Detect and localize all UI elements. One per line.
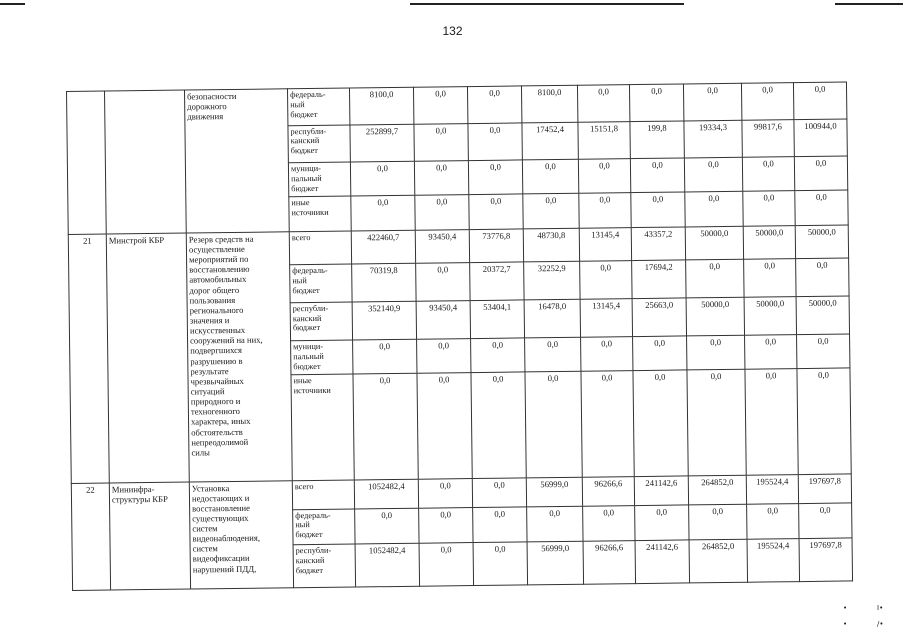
amount-cell: 70319,8	[352, 264, 416, 302]
amount-cell: 0,0	[797, 334, 850, 368]
amount-cell: 241142,6	[634, 475, 688, 505]
amount-cell: 0,0	[419, 507, 473, 543]
amount-cell: 8100,0	[521, 85, 577, 122]
amount-cell: 0,0	[793, 82, 846, 119]
amount-cell: 0,0	[355, 508, 419, 544]
amount-cell: 0,0	[745, 369, 798, 475]
amount-cell: 0,0	[684, 157, 742, 192]
funding-source-cell: республи- канский бюджет	[293, 544, 356, 588]
measure-cell: Установка недостающих и восстановление существующих систем видеонаблюдения, систем видеофиксации нарушений ПДД,	[189, 480, 293, 589]
amount-cell: 50000,0	[795, 225, 848, 259]
amount-cell: 0,0	[351, 196, 415, 231]
amount-cell: 0,0	[353, 340, 417, 375]
amount-cell: 73776,8	[469, 229, 523, 263]
amount-cell: 0,0	[353, 373, 418, 479]
amount-cell: 0,0	[414, 123, 468, 161]
amount-cell: 0,0	[745, 335, 797, 369]
amount-cell: 8100,0	[349, 87, 413, 124]
funding-source-cell: всего	[292, 480, 354, 510]
page-number: 132	[442, 24, 463, 38]
amount-cell: 352140,9	[352, 301, 416, 340]
amount-cell: 0,0	[418, 478, 472, 508]
amount-cell: 96266,6	[582, 476, 634, 506]
funding-source-cell: республи- канский бюджет	[288, 125, 350, 163]
amount-cell: 0,0	[631, 192, 685, 227]
amount-cell: 48730,8	[523, 228, 579, 262]
amount-cell: 0,0	[744, 259, 796, 297]
executor-cell	[105, 90, 187, 234]
amount-cell: 0,0	[583, 505, 635, 541]
amount-cell: 0,0	[796, 258, 849, 296]
amount-cell: 15151,8	[578, 121, 630, 159]
amount-cell: 13145,4	[580, 298, 632, 337]
amount-cell: 43357,2	[631, 227, 685, 261]
amount-cell: 100944,0	[794, 118, 847, 156]
amount-cell: 0,0	[414, 161, 468, 196]
row-number-cell	[67, 91, 107, 234]
amount-cell: 17452,4	[522, 122, 578, 160]
amount-cell: 13145,4	[579, 227, 631, 261]
amount-cell: 50000,0	[796, 296, 849, 335]
amount-cell: 25663,0	[632, 298, 686, 337]
amount-cell: 17694,2	[632, 260, 686, 298]
amount-cell: 0,0	[685, 192, 743, 227]
amount-cell: 1052482,4	[355, 543, 420, 587]
executor-cell: Мининфра- структуры КБР	[109, 482, 190, 590]
amount-cell: 197697,8	[798, 473, 851, 503]
amount-cell: 93450,4	[415, 229, 469, 263]
amount-cell: 264852,0	[688, 475, 746, 505]
amount-cell: 195524,4	[746, 474, 798, 504]
amount-cell: 20372,7	[470, 262, 524, 300]
amount-cell: 0,0	[471, 372, 526, 478]
funding-source-cell: федераль- ный бюджет	[290, 264, 352, 302]
amount-cell: 0,0	[633, 370, 688, 476]
funding-source-cell: муници- пальный бюджет	[291, 340, 353, 374]
funding-source-cell: федераль- ный бюджет	[293, 509, 355, 545]
amount-cell: 50000,0	[686, 297, 744, 336]
corner-mark: /•	[877, 620, 884, 628]
amount-cell: 0,0	[630, 158, 684, 193]
amount-cell: 0,0	[416, 263, 470, 301]
funding-source-cell: республи- канский бюджет	[290, 302, 352, 341]
amount-cell: 0,0	[473, 542, 528, 586]
row-number-cell: 22	[71, 483, 110, 591]
amount-cell: 99817,6	[742, 119, 794, 157]
amount-cell: 0,0	[580, 261, 632, 299]
amount-cell: 0,0	[687, 336, 745, 370]
amount-cell: 0,0	[635, 505, 689, 541]
budget-table	[66, 81, 853, 591]
amount-cell: 0,0	[525, 371, 582, 477]
row-number-cell: 21	[68, 234, 109, 483]
amount-cell: 0,0	[468, 160, 522, 195]
amount-cell: 197697,8	[799, 538, 853, 581]
amount-cell: 96266,6	[583, 541, 636, 584]
corner-mark: •	[843, 604, 848, 612]
amount-cell: 0,0	[413, 87, 467, 124]
amount-cell: 0,0	[471, 338, 525, 372]
amount-cell: 0,0	[469, 194, 523, 229]
amount-cell: 16478,0	[524, 299, 580, 338]
amount-cell: 32252,9	[524, 262, 580, 300]
top-rule-left	[0, 3, 25, 5]
amount-cell: 0,0	[468, 122, 522, 160]
corner-mark: •	[843, 620, 848, 628]
amount-cell: 1052482,4	[354, 479, 418, 509]
amount-cell: 0,0	[579, 193, 631, 228]
amount-cell: 0,0	[797, 368, 851, 474]
amount-cell: 264852,0	[689, 539, 748, 583]
amount-cell: 0,0	[417, 373, 472, 479]
amount-cell: 0,0	[577, 85, 629, 122]
amount-cell: 0,0	[742, 157, 794, 192]
amount-cell: 0,0	[687, 369, 746, 475]
measure-cell: безопасности дорожного движения	[184, 89, 289, 233]
amount-cell: 53404,1	[470, 300, 524, 339]
amount-cell: 56999,0	[527, 541, 584, 585]
amount-cell: 422460,7	[351, 230, 415, 264]
top-rule-right	[835, 3, 903, 5]
amount-cell: 0,0	[686, 259, 744, 297]
executor-cell: Минстрой КБР	[106, 233, 189, 483]
measure-cell: Резерв средств на осуществление мероприятий по восстановлению автомобильных дорог общего пользования регионального значения и искусственных сооружений на них, подвергшихся разрушению в результате чрезвычайных ситуаций природного и техногенного характера, иных обстоятельств непреодолимой силы	[186, 232, 292, 482]
amount-cell: 0,0	[581, 371, 634, 477]
amount-cell: 0,0	[350, 161, 414, 196]
amount-cell: 0,0	[741, 83, 793, 120]
amount-cell: 19334,3	[684, 120, 742, 158]
amount-cell: 50000,0	[743, 225, 795, 259]
amount-cell: 50000,0	[685, 226, 743, 260]
funding-source-cell: федераль- ный бюджет	[287, 88, 349, 125]
amount-cell: 0,0	[523, 194, 579, 229]
amount-cell: 0,0	[629, 84, 683, 121]
funding-source-cell: иные источники	[291, 374, 354, 480]
amount-cell: 0,0	[522, 159, 578, 194]
amount-cell: 0,0	[794, 156, 847, 191]
amount-cell: 0,0	[578, 159, 630, 194]
funding-source-cell: муници- пальный бюджет	[288, 162, 350, 197]
amount-cell: 50000,0	[744, 296, 796, 335]
amount-cell: 0,0	[795, 190, 848, 225]
amount-cell: 0,0	[473, 507, 527, 543]
funding-source-cell: всего	[289, 231, 351, 265]
amount-cell: 0,0	[683, 83, 741, 120]
amount-cell: 93450,4	[416, 300, 470, 339]
corner-mark: I•	[877, 604, 884, 612]
amount-cell: 0,0	[417, 339, 471, 373]
amount-cell: 195524,4	[747, 539, 800, 582]
amount-cell: 0,0	[467, 86, 521, 123]
amount-cell: 252899,7	[350, 124, 414, 162]
amount-cell: 0,0	[415, 195, 469, 230]
funding-source-cell: иные источники	[289, 196, 351, 231]
amount-cell: 0,0	[527, 506, 583, 542]
amount-cell: 241142,6	[635, 540, 690, 584]
amount-cell: 0,0	[747, 503, 799, 539]
amount-cell: 56999,0	[526, 477, 582, 507]
amount-cell: 0,0	[799, 503, 852, 539]
top-rule-center	[410, 3, 684, 5]
amount-cell: 0,0	[633, 336, 687, 370]
amount-cell: 199,8	[630, 120, 684, 158]
amount-cell: 0,0	[525, 338, 581, 372]
amount-cell: 0,0	[743, 191, 795, 226]
amount-cell: 0,0	[472, 477, 526, 507]
amount-cell: 0,0	[419, 543, 474, 587]
amount-cell: 0,0	[689, 504, 747, 540]
amount-cell: 0,0	[581, 337, 633, 371]
